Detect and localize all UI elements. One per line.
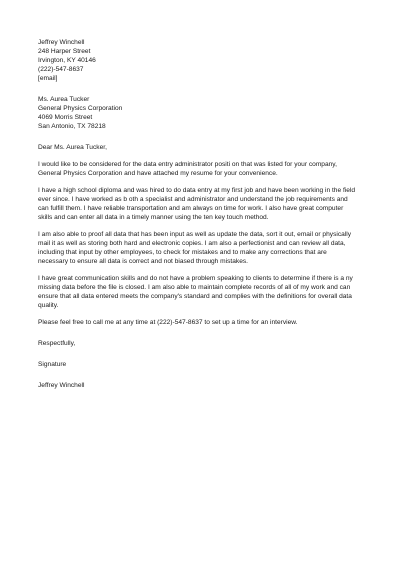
- paragraph-3: [38, 230, 368, 266]
- paragraph-line: necessary to ensure all data is correct and not biased through mistakes.: [38, 258, 249, 265]
- closing: Respectfully,: [38, 340, 76, 347]
- signer-name: Jeffrey Winchell: [38, 382, 85, 389]
- sender-email: [email]: [38, 75, 58, 82]
- sender-address: [38, 38, 368, 83]
- paragraph-line: I am also able to proof all data that has been input as well as update the data, sort it out, email or physically: [38, 231, 352, 238]
- recipient-company: General Physics Corporation: [38, 105, 123, 112]
- signature-label: Signature: [38, 361, 67, 368]
- recipient-street: 4069 Morris Street: [38, 114, 93, 121]
- paragraph-line: I have a high school diploma and was hired to do data entry at my first job and have been working in the field: [38, 187, 356, 194]
- salutation: Dear Ms. Aurea Tucker,: [38, 144, 107, 151]
- paragraph-line: ever since. I have worked as b oth a specialist and administrator and understand the job requirements and: [38, 196, 348, 203]
- paragraph-line: including that input by other employees, to check for mistakes and to make any corrections that are: [38, 249, 327, 256]
- paragraph-5: [38, 318, 368, 327]
- sender-street: 248 Harper Street: [38, 48, 91, 55]
- paragraph-line: missing data before the file is closed. I am also able to maintain complete records of all of my work and can: [38, 284, 351, 291]
- paragraph-line: mail it as well as storing both hard and electronic copies. I am also a perfectionist and can review all data,: [38, 240, 346, 247]
- paragraph-line: quality.: [38, 302, 59, 309]
- sender-phone: (222)-547-8637: [38, 66, 84, 73]
- paragraph-line: can fulfill them. I have reliable transportation and am always on time for work. I also have great computer: [38, 205, 344, 212]
- paragraph-line: I have great communication skills and do not have a problem speaking to clients to determine if there is a ny: [38, 275, 353, 282]
- paragraph-line: Please feel free to call me at any time at (222)-547-8637 to set up a time for an interview.: [38, 319, 298, 326]
- sender-city: Irvington, KY 40146: [38, 57, 96, 64]
- paragraph-2: [38, 186, 368, 222]
- recipient-address: [38, 95, 368, 131]
- paragraph-1: [38, 160, 368, 178]
- cover-letter: [38, 38, 368, 390]
- recipient-name: Ms. Aurea Tucker: [38, 96, 90, 103]
- paragraph-line: I would like to be considered for the data entry administrator positi on that was listed for your company,: [38, 161, 337, 168]
- sender-name: Jeffrey Winchell: [38, 39, 85, 46]
- paragraph-line: ensure that all data entered meets the company's standard and complies with the definitions for overall data: [38, 293, 352, 300]
- paragraph-4: [38, 274, 368, 310]
- recipient-city: San Antonio, TX 78218: [38, 123, 106, 130]
- paragraph-line: General Physics Corporation and have attached my resume for your convenience.: [38, 170, 278, 177]
- paragraph-line: skills and can enter all data in a timely manner using the ten key touch method.: [38, 214, 269, 221]
